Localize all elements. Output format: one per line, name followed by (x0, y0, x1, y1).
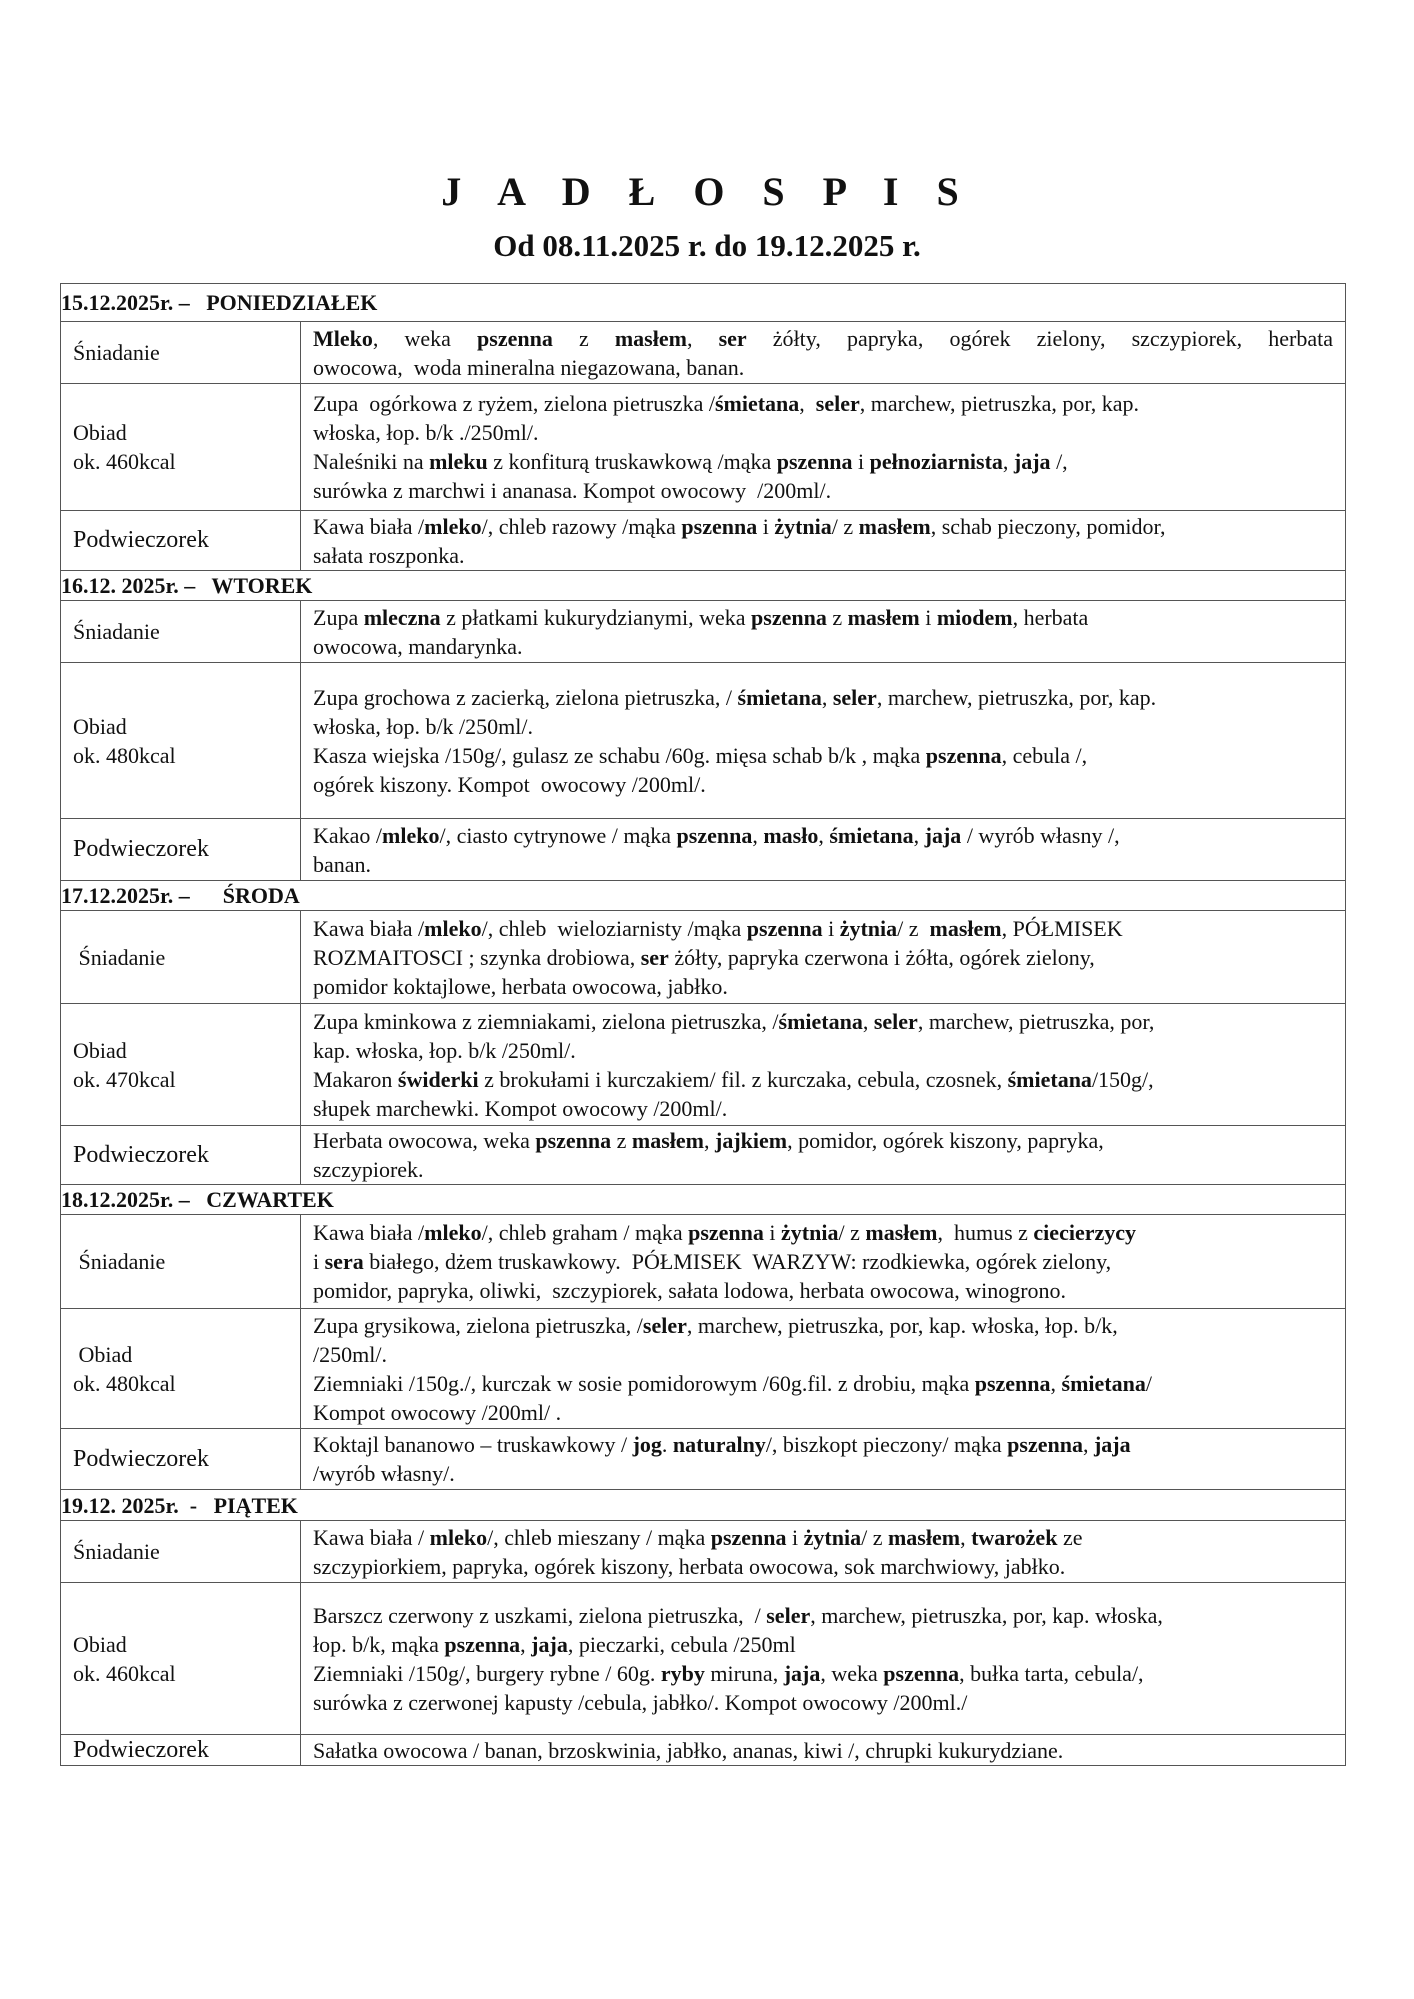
menu-text: , pieczarki, cebula /250ml (567, 1631, 796, 1657)
menu-line (313, 1430, 1333, 1459)
menu-text: /, chleb wieloziarnisty /mąka (481, 915, 747, 941)
allergen-text: seler (832, 684, 877, 710)
day-header: 19.12. 2025r. - PIĄTEK (61, 1490, 1346, 1521)
allergen-text: masłem (887, 1524, 961, 1550)
menu-text: Kawa biała / (313, 513, 425, 539)
meal-items-cell (301, 663, 1346, 819)
menu-line (313, 1065, 1333, 1094)
meal-name-cell (61, 819, 301, 881)
allergen-text: seler (642, 1312, 687, 1338)
meal-items-cell (301, 1429, 1346, 1490)
menu-text: owocowa, mandarynka. (313, 633, 523, 659)
menu-text: i (822, 915, 840, 941)
day-header: 16.12. 2025r. – WTOREK (61, 571, 1346, 601)
menu-line (313, 683, 1333, 712)
allergen-text: mleko (429, 1524, 488, 1550)
allergen-text: jog (632, 1432, 662, 1457)
menu-text: Kasza wiejska /150g/, gulasz ze schabu /60g. mięsa schab b/k , mąka (313, 742, 926, 768)
menu-text: /, chleb razowy /mąka (481, 513, 682, 539)
menu-text: szczypiorek. (313, 1157, 424, 1182)
meal-row (61, 1521, 1346, 1583)
allergen-text: ryby (660, 1660, 705, 1686)
menu-text: /150g/, (1091, 1066, 1154, 1092)
menu-text: , marchew, pietruszka, por, (917, 1008, 1155, 1034)
allergen-text: pszenna (925, 742, 1002, 768)
allergen-text: śmietana (714, 391, 800, 416)
menu-text: i (786, 1524, 804, 1550)
date-range-subtitle: Od 08.11.2025 r. do 19.12.2025 r. (493, 228, 921, 263)
menu-text: , humus z (937, 1220, 1034, 1245)
menu-text: , (1002, 449, 1014, 474)
menu-text: żółty, papryka czerwona i żółta, ogórek zielony, (668, 944, 1095, 970)
menu-text: , (913, 822, 925, 848)
allergen-text: masłem (847, 604, 920, 630)
allergen-text: pszenna (883, 1660, 960, 1686)
allergen-text: jaja (1013, 449, 1051, 474)
menu-text: /, chleb graham / mąka (481, 1220, 689, 1245)
allergen-text: pszenna (776, 449, 853, 474)
page-title: J A D Ł O S P I S (441, 169, 973, 214)
meal-items-cell (301, 911, 1346, 1004)
day-header-row (61, 571, 1346, 601)
menu-text: , (686, 325, 719, 351)
menu-text: białego, dżem truskawkowy. PÓŁMISEK WARZYW: rzodkiewka, ogórek zielony, (363, 1249, 1112, 1274)
allergen-text: masło (763, 822, 819, 848)
menu-line (313, 850, 1333, 879)
menu-text: z (826, 604, 848, 630)
menu-text: , marchew, pietruszka, por, kap. (876, 684, 1157, 710)
meal-row (61, 384, 1346, 511)
allergen-text: jaja (531, 1631, 568, 1657)
meal-name-cell (61, 663, 301, 819)
day-header-row (61, 1185, 1346, 1215)
allergen-text: pszenna (681, 513, 758, 539)
meal-name-cell (61, 1583, 301, 1735)
menu-text: / z (861, 1524, 888, 1550)
menu-line (313, 1659, 1333, 1688)
menu-text: , (818, 822, 830, 848)
menu-line (313, 1007, 1333, 1036)
menu-text: pomidor koktajlowe, herbata owocowa, jabłko. (313, 973, 728, 999)
meal-name-cell (61, 1004, 301, 1126)
meal-name-cell (61, 1521, 301, 1583)
allergen-text: Mleko (313, 325, 373, 351)
menu-text: z konfiturą truskawkową /mąka (487, 449, 777, 474)
menu-text: żółty, papryka, ogórek zielony, szczypiorek, herbata (746, 325, 1334, 351)
menu-line (313, 1552, 1333, 1581)
menu-line (313, 1688, 1333, 1717)
menu-text: Zupa grochowa z zacierką, zielona pietruszka, / (313, 684, 738, 710)
menu-text: Kompot owocowy /200ml/ . (313, 1399, 562, 1425)
menu-text: , marchew, pietruszka, por, kap. włoska, łop. b/k, (686, 1312, 1118, 1338)
menu-line (313, 1036, 1333, 1065)
allergen-text: mleko (424, 915, 482, 941)
meal-name: Śniadanie (73, 340, 160, 365)
menu-line (313, 770, 1333, 799)
menu-text: , (799, 391, 816, 416)
menu-text: , (1050, 1370, 1062, 1396)
menu-text: owocowa, woda mineralna niegazowana, banan. (313, 354, 745, 380)
allergen-text: pszenna (676, 822, 753, 848)
meal-row (61, 322, 1346, 384)
menu-text: /, chleb mieszany / mąka (487, 1524, 711, 1550)
menu-line (313, 1247, 1333, 1276)
menu-line (313, 1218, 1333, 1247)
menu-line (313, 1276, 1333, 1305)
menu-text: i (919, 604, 937, 630)
meal-row (61, 1429, 1346, 1490)
allergen-text: pszenna (710, 1524, 787, 1550)
menu-text: , herbata (1012, 604, 1089, 630)
menu-line (313, 541, 1333, 570)
menu-line (313, 972, 1333, 1001)
menu-text: i (757, 513, 775, 539)
meal-name-cell (61, 1429, 301, 1490)
menu-line (313, 389, 1333, 418)
menu-text: ogórek kiszony. Kompot owocowy /200ml/. (313, 771, 706, 797)
allergen-text: masłem (865, 1220, 938, 1245)
menu-text: Ziemniaki /150g/, burgery rybne / 60g. (313, 1660, 661, 1686)
allergen-text: śmietana (737, 684, 822, 710)
allergen-text: miodem (936, 604, 1013, 630)
allergen-text: naturalny (672, 1432, 766, 1457)
menu-text: , PÓŁMISEK (1001, 915, 1123, 941)
menu-line (313, 1340, 1333, 1369)
allergen-text: mleczna (363, 604, 441, 630)
meal-name: Obiad (73, 1341, 133, 1367)
menu-text: z płatkami kukurydzianymi, weka (440, 604, 752, 630)
meal-row (61, 1735, 1346, 1766)
allergen-text: śmietana (778, 1008, 863, 1034)
menu-text: , (960, 1524, 972, 1550)
menu-text: /wyrób własny/. (313, 1461, 455, 1486)
menu-line (313, 943, 1333, 972)
allergen-text: masłem (858, 513, 931, 539)
day-header: 18.12.2025r. – CZWARTEK (61, 1185, 1346, 1215)
menu-text: , cebula /, (1001, 742, 1088, 768)
allergen-text: żytnia (839, 915, 898, 941)
allergen-text: sera (324, 1249, 364, 1274)
menu-line (313, 712, 1333, 741)
menu-table (60, 283, 1346, 1766)
meal-items-cell (301, 1583, 1346, 1735)
day-header: 17.12.2025r. – ŚRODA (61, 881, 1346, 911)
menu-line (313, 1736, 1333, 1765)
menu-text: Zupa ogórkowa z ryżem, zielona pietruszka / (313, 391, 715, 416)
menu-line (313, 1398, 1333, 1427)
menu-text: z (611, 1128, 632, 1153)
menu-text: surówka z czerwonej kapusty /cebula, jabłko/. Kompot owocowy /200ml./ (313, 1689, 968, 1715)
menu-text: , pomidor, ogórek kiszony, papryka, (787, 1128, 1104, 1153)
allergen-text: mleko (382, 822, 440, 848)
menu-text: ze (1057, 1524, 1083, 1550)
meal-row (61, 663, 1346, 819)
meal-items-cell (301, 1004, 1346, 1126)
meal-name-cell (61, 1735, 301, 1766)
allergen-text: ser (718, 325, 747, 351)
meal-items-cell (301, 1521, 1346, 1583)
allergen-text: jajkiem (715, 1128, 788, 1153)
menu-line (313, 447, 1333, 476)
meal-items-cell (301, 1735, 1346, 1766)
menu-text: , marchew, pietruszka, por, kap. włoska, (810, 1602, 1163, 1628)
meal-row (61, 511, 1346, 571)
meal-row (61, 1583, 1346, 1735)
day-header: 15.12.2025r. – PONIEDZIAŁEK (61, 284, 1346, 322)
menu-text: włoska, łop. b/k /250ml/. (313, 713, 533, 739)
meal-kcal: ok. 460kcal (73, 1660, 176, 1686)
meal-kcal: ok. 480kcal (73, 1370, 176, 1396)
menu-text: Sałatka owocowa / banan, brzoskwinia, jabłko, ananas, kiwi /, chrupki kukurydziane. (313, 1737, 1064, 1763)
menu-text: , (520, 1631, 532, 1657)
allergen-text: ser (640, 944, 669, 970)
meal-name: Podwieczorek (73, 1736, 209, 1763)
meal-items-cell (301, 1309, 1346, 1429)
menu-text: / (1145, 1370, 1152, 1396)
menu-line (313, 1094, 1333, 1123)
meal-name: Obiad (73, 1037, 127, 1063)
menu-text: , schab pieczony, pomidor, (930, 513, 1166, 539)
allergen-text: pszenna (444, 1631, 521, 1657)
allergen-text: żytnia (803, 1524, 862, 1550)
menu-text: miruna, (704, 1660, 784, 1686)
menu-line (313, 632, 1333, 661)
allergen-text: ciecierzycy (1033, 1220, 1136, 1245)
meal-kcal: ok. 460kcal (73, 449, 176, 474)
menu-line (313, 741, 1333, 770)
allergen-text: jaja (783, 1660, 821, 1686)
menu-text: . (661, 1432, 673, 1457)
menu-text: , (821, 684, 833, 710)
allergen-text: twarożek (971, 1524, 1058, 1550)
meal-name: Obiad (73, 420, 127, 445)
menu-text: ROZMAITOSCI ; szynka drobiowa, (313, 944, 641, 970)
menu-text: Kawa biała / (313, 1524, 430, 1550)
menu-text: / z (897, 915, 930, 941)
allergen-text: pszenna (1007, 1432, 1083, 1457)
menu-text: Kawa biała / (313, 915, 425, 941)
meal-name: Podwieczorek (73, 1445, 209, 1472)
allergen-text: seler (815, 391, 860, 416)
menu-text: i (313, 1249, 325, 1274)
allergen-text: jaja (924, 822, 962, 848)
meal-name-cell (61, 911, 301, 1004)
meal-name: Śniadanie (73, 1539, 160, 1564)
menu-line (313, 1311, 1333, 1340)
meal-name: Śniadanie (73, 944, 166, 970)
allergen-text: śmietana (1061, 1370, 1146, 1396)
allergen-text: śmietana (1007, 1066, 1092, 1092)
meal-items-cell (301, 1215, 1346, 1309)
menu-text: słupek marchewki. Kompot owocowy /200ml/. (313, 1095, 728, 1121)
meal-row (61, 601, 1346, 663)
meal-name: Podwieczorek (73, 527, 209, 553)
meal-name: Obiad (73, 1631, 127, 1657)
menu-text: sałata roszponka. (313, 542, 465, 568)
menu-text: Kakao / (313, 822, 383, 848)
menu-text: /, ciasto cytrynowe / mąka (439, 822, 677, 848)
menu-text: /, biszkopt pieczony/ mąka (765, 1432, 1008, 1457)
menu-line (313, 1155, 1333, 1184)
menu-text: , (704, 1128, 715, 1153)
meal-row (61, 1004, 1346, 1126)
allergen-text: mleku (429, 449, 488, 474)
menu-text: Koktajl bananowo – truskawkowy / (313, 1432, 633, 1457)
menu-text: surówka z marchwi i ananasa. Kompot owocowy /200ml/. (313, 478, 832, 503)
menu-text: kap. włoska, łop. b/k /250ml/. (313, 1037, 576, 1063)
menu-line (313, 914, 1333, 943)
menu-text: z (552, 325, 615, 351)
meal-name: Podwieczorek (73, 1141, 209, 1168)
meal-name: Śniadanie (73, 1249, 166, 1274)
allergen-text: masłem (929, 915, 1002, 941)
menu-text: Kawa biała / (313, 1220, 425, 1245)
menu-line (313, 353, 1333, 382)
allergen-text: żytnia (781, 1220, 839, 1245)
allergen-text: mleko (424, 1220, 482, 1245)
meal-name-cell (61, 511, 301, 571)
menu-line (313, 1126, 1333, 1155)
meal-row (61, 819, 1346, 881)
meal-name-cell (61, 601, 301, 663)
meal-items-cell (301, 511, 1346, 571)
meal-name-cell (61, 1126, 301, 1185)
menu-line (313, 1630, 1333, 1659)
menu-text: i (763, 1220, 782, 1245)
meal-name-cell (61, 384, 301, 511)
meal-name-cell (61, 1215, 301, 1309)
menu-text: , weka (820, 1660, 884, 1686)
allergen-text: masłem (614, 325, 687, 351)
menu-text: / wyrób własny /, (961, 822, 1120, 848)
menu-text: Barszcz czerwony z uszkami, zielona pietruszka, / (313, 1602, 767, 1628)
menu-text: pomidor, papryka, oliwki, szczypiorek, sałata lodowa, herbata owocowa, winogrono. (313, 1278, 1067, 1303)
meal-kcal: ok. 470kcal (73, 1066, 176, 1092)
allergen-text: pełnoziarnista (869, 449, 1003, 474)
allergen-text: żytnia (774, 513, 832, 539)
menu-line (313, 418, 1333, 447)
menu-text: /, (1050, 449, 1068, 474)
meal-row (61, 1126, 1346, 1185)
day-header-row (61, 881, 1346, 911)
meal-row (61, 1215, 1346, 1309)
meal-name: Podwieczorek (73, 836, 209, 862)
meal-kcal: ok. 480kcal (73, 742, 176, 768)
allergen-text: masłem (631, 1128, 704, 1153)
menu-line (313, 1601, 1333, 1630)
menu-line (313, 821, 1333, 850)
menu-line (313, 324, 1333, 353)
meal-name: Śniadanie (73, 619, 160, 644)
allergen-text: pszenna (751, 604, 827, 630)
meal-name-cell (61, 322, 301, 384)
meal-name: Obiad (73, 713, 127, 739)
allergen-text: seler (873, 1008, 918, 1034)
menu-text: Naleśniki na (313, 449, 430, 474)
menu-text: , marchew, pietruszka, por, kap. (859, 391, 1140, 416)
menu-text: , (1082, 1432, 1094, 1457)
menu-text: Ziemniaki /150g./, kurczak w sosie pomidorowym /60g.fil. z drobiu, mąka (313, 1370, 975, 1396)
day-header-row (61, 284, 1346, 322)
menu-text: /250ml/. (313, 1341, 387, 1367)
menu-text: / z (838, 1220, 866, 1245)
menu-text: i (852, 449, 870, 474)
allergen-text: pszenna (688, 1220, 764, 1245)
day-header-row (61, 1490, 1346, 1521)
menu-line (313, 603, 1333, 632)
menu-text: Zupa kminkowa z ziemniakami, zielona pietruszka, / (313, 1008, 779, 1034)
allergen-text: pszenna (477, 325, 553, 351)
menu-text: z brokułami i kurczakiem/ fil. z kurczaka, cebula, czosnek, (478, 1066, 1008, 1092)
menu-text: włoska, łop. b/k ./250ml/. (313, 420, 539, 445)
menu-text: , bułka tarta, cebula/, (959, 1660, 1144, 1686)
meal-row (61, 911, 1346, 1004)
menu-text: , weka (372, 325, 478, 351)
menu-line (313, 512, 1333, 541)
menu-text: szczypiorkiem, papryka, ogórek kiszony, herbata owocowa, sok marchwiowy, jabłko. (313, 1553, 1066, 1579)
allergen-text: pszenna (974, 1370, 1051, 1396)
meal-items-cell (301, 601, 1346, 663)
meal-items-cell (301, 819, 1346, 881)
menu-text: , (752, 822, 764, 848)
menu-text: Makaron (313, 1066, 398, 1092)
menu-text: / z (831, 513, 859, 539)
menu-line (313, 1459, 1333, 1488)
meal-name-cell (61, 1309, 301, 1429)
allergen-text: pszenna (746, 915, 823, 941)
allergen-text: mleko (424, 513, 482, 539)
menu-line (313, 476, 1333, 505)
menu-text: , (862, 1008, 874, 1034)
meal-items-cell (301, 322, 1346, 384)
meal-items-cell (301, 1126, 1346, 1185)
allergen-text: pszenna (535, 1128, 612, 1153)
allergen-text: seler (766, 1602, 811, 1628)
meal-row (61, 1309, 1346, 1429)
menu-text: Herbata owocowa, weka (313, 1128, 536, 1153)
menu-text: Zupa (313, 604, 364, 630)
allergen-text: jaja (1093, 1432, 1131, 1457)
menu-line (313, 1523, 1333, 1552)
menu-text: banan. (313, 851, 372, 877)
allergen-text: świderki (397, 1066, 479, 1092)
allergen-text: śmietana (829, 822, 914, 848)
menu-line (313, 1369, 1333, 1398)
menu-text: łop. b/k, mąka (313, 1631, 445, 1657)
menu-text: Zupa grysikowa, zielona pietruszka, / (313, 1312, 643, 1338)
meal-items-cell (301, 384, 1346, 511)
